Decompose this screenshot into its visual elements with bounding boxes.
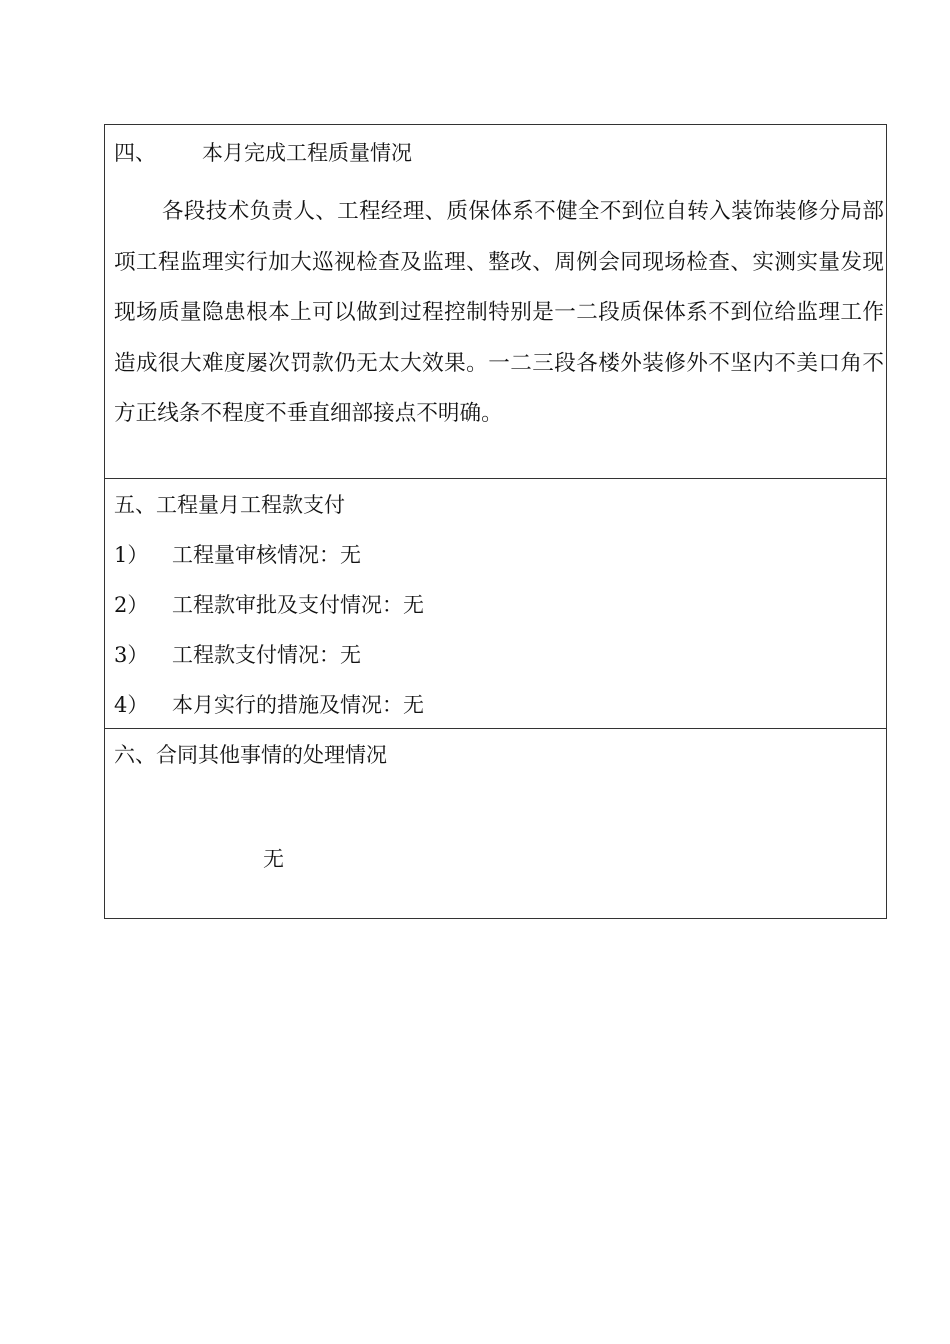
payment-item (114, 542, 361, 568)
section-quality-number: 四、 (114, 141, 156, 165)
section-quality-heading (114, 140, 412, 166)
payment-item (114, 642, 361, 668)
payment-item-number: 3） (114, 643, 149, 667)
payment-item-number: 1） (114, 543, 149, 567)
payment-item (114, 692, 424, 718)
section-other-matters-title: 六、合同其他事情的处理情况 (114, 743, 387, 767)
section-payment (105, 479, 886, 729)
report-table (104, 124, 887, 919)
section-quality-title: 本月完成工程质量情况 (202, 141, 412, 165)
section-quality (105, 125, 886, 479)
payment-item-number: 4） (114, 693, 149, 717)
payment-item-text: 工程款支付情况：无 (172, 643, 361, 667)
section-other-matters (105, 729, 886, 919)
payment-item-text: 本月实行的措施及情况：无 (172, 693, 424, 717)
section-other-matters-value: 无 (263, 847, 284, 871)
section-payment-title: 五、工程量月工程款支付 (114, 493, 345, 517)
payment-item (114, 592, 424, 618)
section-quality-paragraph: 各段技术负责人、工程经理、质保体系不健全不到位自转入装饰装修分局部项工程监理实行加大巡视检查及监理、整改、周例会同现场检查、实测实量发现现场质量隐患根本上可以做到过程控制特别是一二段质保体系不到位给监理工作造成很大难度屡次罚款仍无太大效果。一二三段各楼外装修外不坚内不美口角不方正线条不程度不垂直细部接点不明确。 (114, 199, 884, 426)
payment-item-number: 2） (114, 593, 149, 617)
payment-item-text: 工程款审批及支付情况：无 (172, 593, 424, 617)
payment-item-text: 工程量审核情况：无 (172, 543, 361, 567)
